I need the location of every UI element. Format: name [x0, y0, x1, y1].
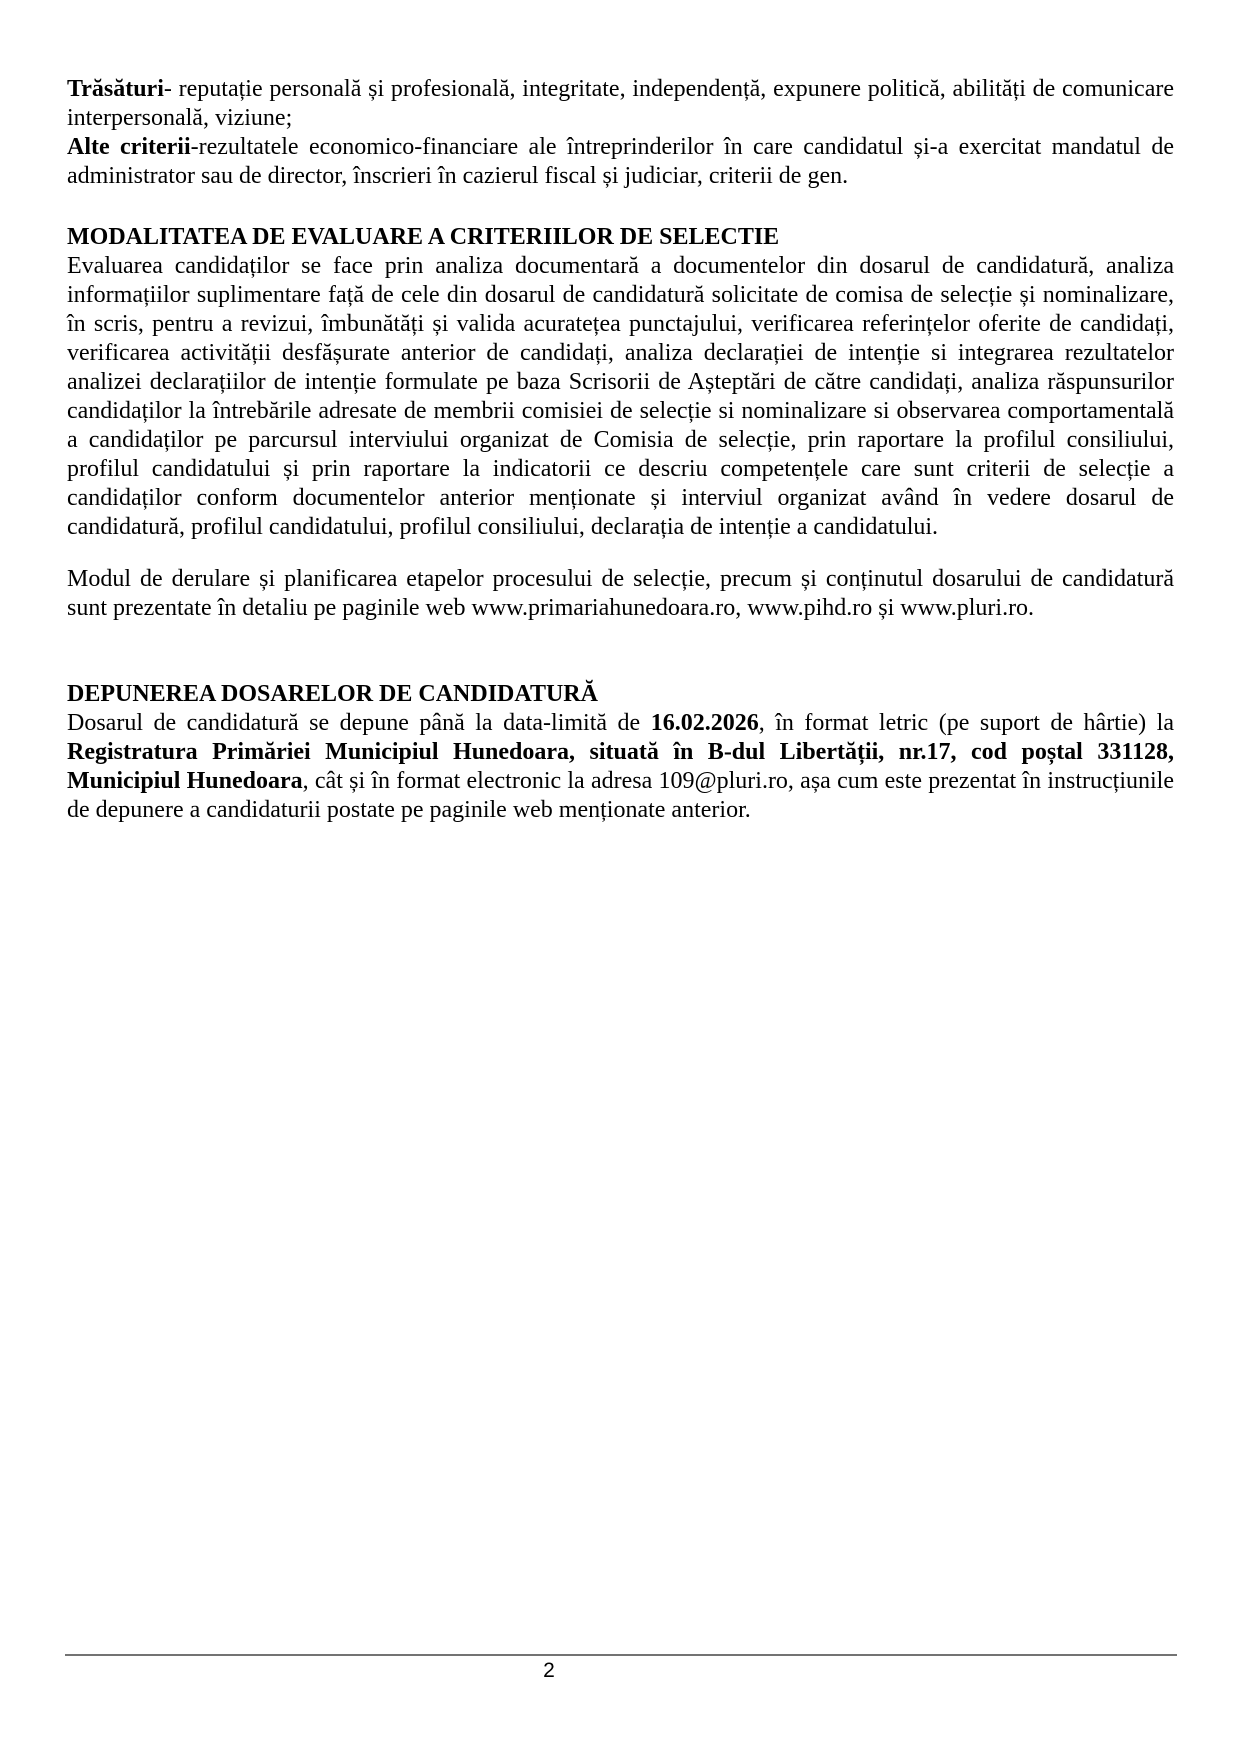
trasaturi-text: - reputație personală și profesională, integritate, independență, expunere politică, abilități de comunicare interpersonală, viziune; — [67, 76, 1174, 131]
depunere-segment-3: , în format letric (pe suport de hârtie) la — [758, 710, 1174, 736]
paragraph-evaluarea-candidatilor: Evaluarea candidaților se face prin analiza documentară a documentelor din dosarul de candidatură, analiza informațiilor suplimentare față de cele din dosarul de candidatură solicitate de comisa de selecție și nominalizare, în scris, pentru a revizui, îmbunătăți și valida acuratețea punctajului, verificarea referințelor oferite de candidați, verificarea activității desfășurate anterior de candidați, analiza declarației de intenție si integrarea rezultatelor analizei declarațiilor de intenție formulate pe baza Scrisorii de Așteptări de către candidați, analiza răspunsurilor candidaților la întrebările adresate de membrii comisiei de selecție si nominalizare si observarea comportamentală a candidaților pe parcursul interviului organizat de Comisia de selecție, prin raportare la profilul consiliului, profilul candidatului și prin raportare la indicatorii ce descriu competențele care sunt criterii de selecție a candidaților conform documentelor anterior menționate și interviul organizat având în vedere dosarul de candidatură, profilul candidatului, profilul consiliului, declarația de intenție a candidatului. — [67, 253, 1174, 540]
trasaturi-label: Trăsături — [67, 76, 164, 102]
depunere-segment-1: Dosarul de candidatură se depune până la data-limită de — [67, 710, 651, 736]
heading-modalitatea-evaluare: MODALITATEA DE EVALUARE A CRITERIILOR DE SELECTIE — [67, 224, 780, 250]
page-content — [67, 75, 1174, 825]
alte-criterii-label: Alte criterii — [67, 134, 191, 160]
depunere-segment-5: , cât și în format electronic la adresa 109@pluri.ro, așa cum este prezentat în instrucțiunile de depunere a candidaturii postate pe paginile web menționate anterior. — [67, 768, 1174, 823]
page-number: 2 — [543, 1659, 555, 1682]
paragraph-mod-derulare: Modul de derulare și planificarea etapelor procesului de selecție, precum și conținutul dosarului de candidatură sunt prezentate în detaliu pe paginile web www.primariahunedoara.ro, www.pihd.ro și www.pluri.ro. — [67, 566, 1174, 621]
paragraph-depunere-dosar — [67, 709, 1174, 825]
paragraph-trasaturi — [67, 75, 1174, 133]
page-footer — [65, 1654, 1177, 1683]
footer-divider — [65, 1654, 1177, 1656]
depunere-deadline-date: 16.02.2026 — [650, 710, 759, 736]
heading-depunerea-dosarelor: DEPUNEREA DOSARELOR DE CANDIDATURĂ — [67, 681, 598, 707]
alte-criterii-text: -rezultatele economico-financiare ale întreprinderilor în care candidatul și-a exercitat mandatul de administrator sau de director, înscrieri în cazierul fiscal și judiciar, criterii de gen. — [67, 134, 1175, 189]
depunere-address: Registratura Primăriei Municipiul Hunedoara, situată în B-dul Libertății, nr.17, cod poștal 331128, Municipiul Hunedoara — [67, 739, 1174, 794]
paragraph-alte-criterii — [67, 133, 1174, 191]
